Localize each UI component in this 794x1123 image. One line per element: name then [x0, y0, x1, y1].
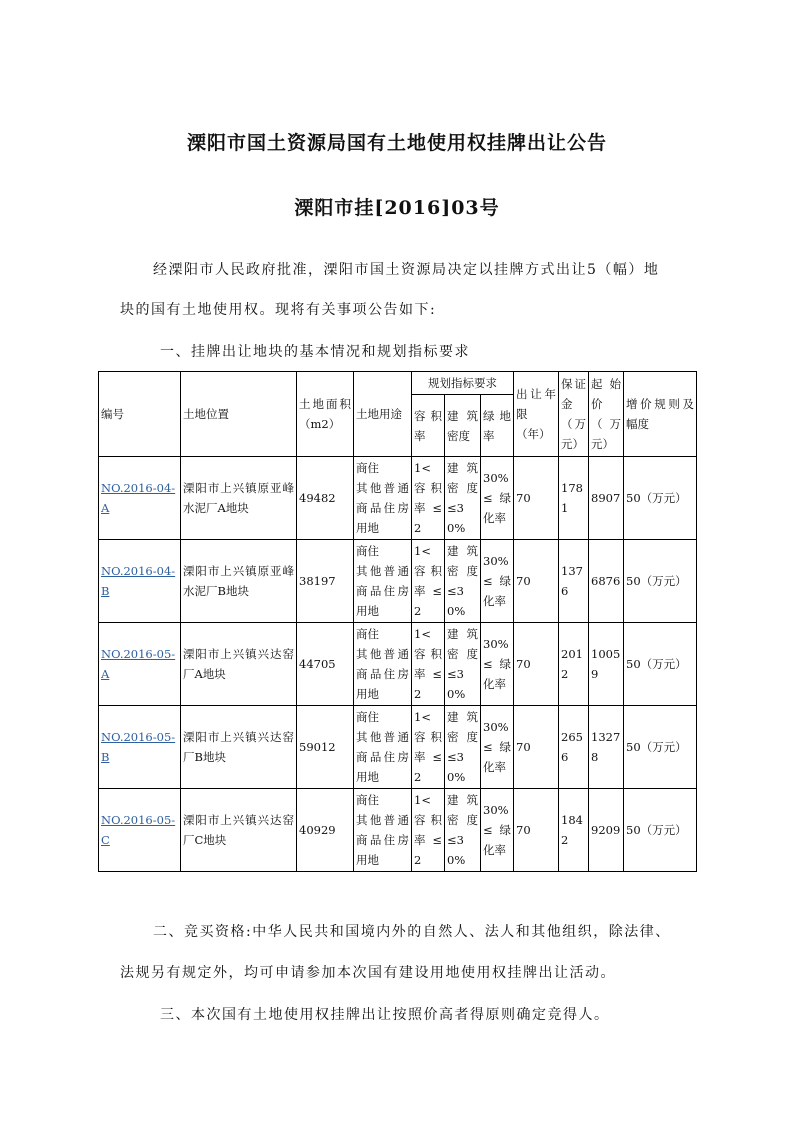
announcement-title: 溧阳市国土资源局国有土地使用权挂牌出让公告 [186, 132, 607, 154]
parcel-use-primary: 商住 [356, 793, 379, 807]
parcel-density: 建筑密度≤30% [445, 789, 481, 872]
parcel-deposit: 2656 [559, 706, 589, 789]
parcel-increment: 50（万元） [624, 457, 697, 540]
header-increment: 增价规则及幅度 [624, 372, 697, 457]
table-row [99, 457, 697, 540]
parcel-use-primary: 商住 [356, 461, 379, 475]
parcel-area: 49482 [297, 457, 354, 540]
parcel-far: 1<容积率≤2 [412, 457, 445, 540]
parcel-density: 建筑密度≤30% [445, 623, 481, 706]
parcel-term: 70 [514, 623, 559, 706]
parcel-increment: 50（万元） [624, 789, 697, 872]
parcel-use-primary: 商住 [356, 710, 379, 724]
parcel-far: 1<容积率≤2 [412, 540, 445, 623]
parcel-code-link[interactable]: NO.2016-04-A [101, 481, 176, 515]
parcel-location: 溧阳市上兴镇原亚峰水泥厂A地块 [181, 457, 297, 540]
parcel-use [354, 623, 412, 706]
parcel-use [354, 457, 412, 540]
parcel-location: 溧阳市上兴镇兴达窑厂B地块 [181, 706, 297, 789]
parcel-term: 70 [514, 789, 559, 872]
parcel-area: 59012 [297, 706, 354, 789]
section-1-heading: 一、挂牌出让地块的基本情况和规划指标要求 [160, 344, 470, 360]
parcel-location: 溧阳市上兴镇兴达窑厂C地块 [181, 789, 297, 872]
parcel-code-cell [99, 706, 181, 789]
parcel-code-link[interactable]: NO.2016-05-C [101, 813, 176, 847]
section-3-text: 三、本次国有土地使用权挂牌出让按照价高者得原则确定竞得人。 [160, 1007, 610, 1023]
parcel-use [354, 789, 412, 872]
parcel-increment: 50（万元） [624, 623, 697, 706]
parcel-density: 建筑密度≤30% [445, 540, 481, 623]
section-2-line-1: 二、竞买资格:中华人民共和国境内外的自然人、法人和其他组织，除法律、 [153, 924, 671, 940]
parcel-use-secondary: 其他普通商品住房用地 [356, 730, 409, 784]
parcel-green: 30%≤绿化率 [481, 789, 514, 872]
parcel-term: 70 [514, 457, 559, 540]
parcel-code-cell [99, 623, 181, 706]
parcel-use [354, 706, 412, 789]
document-number: 溧阳市挂[2016]03号 [294, 197, 500, 219]
header-start-price: 起始价（万元） [589, 372, 624, 457]
parcel-code-link[interactable]: NO.2016-04-B [101, 564, 176, 598]
parcel-use-secondary: 其他普通商品住房用地 [356, 481, 409, 535]
land-parcel-table [98, 371, 697, 872]
table-row [99, 623, 697, 706]
parcel-use-secondary: 其他普通商品住房用地 [356, 564, 409, 618]
header-term: 出让年限（年） [514, 372, 559, 457]
parcel-location: 溧阳市上兴镇原亚峰水泥厂B地块 [181, 540, 297, 623]
parcel-term: 70 [514, 540, 559, 623]
parcel-use-secondary: 其他普通商品住房用地 [356, 647, 409, 701]
parcel-density: 建筑密度≤30% [445, 706, 481, 789]
parcel-deposit: 2012 [559, 623, 589, 706]
intro-line-2: 块的国有土地使用权。现将有关事项公告如下: [120, 302, 437, 318]
header-far: 容积率 [412, 395, 445, 457]
parcel-start-price: 13278 [589, 706, 624, 789]
parcel-use-primary: 商住 [356, 627, 379, 641]
parcel-term: 70 [514, 706, 559, 789]
table-header-row [99, 372, 697, 395]
parcel-green: 30%≤绿化率 [481, 457, 514, 540]
parcel-start-price: 6876 [589, 540, 624, 623]
parcel-far: 1<容积率≤2 [412, 623, 445, 706]
table-row [99, 706, 697, 789]
parcel-code-cell [99, 789, 181, 872]
table-row [99, 540, 697, 623]
section-2-line-2: 法规另有规定外，均可申请参加本次国有建设用地使用权挂牌出让活动。 [120, 965, 616, 981]
header-code: 编号 [99, 372, 181, 457]
header-green: 绿地率 [481, 395, 514, 457]
parcel-area: 44705 [297, 623, 354, 706]
parcel-code-cell [99, 540, 181, 623]
parcel-area: 40929 [297, 789, 354, 872]
parcel-far: 1<容积率≤2 [412, 706, 445, 789]
header-area: 土地面积（m2） [297, 372, 354, 457]
parcel-green: 30%≤绿化率 [481, 623, 514, 706]
parcel-code-cell [99, 457, 181, 540]
table-row [99, 789, 697, 872]
parcel-density: 建筑密度≤30% [445, 457, 481, 540]
parcel-far: 1<容积率≤2 [412, 789, 445, 872]
parcel-increment: 50（万元） [624, 706, 697, 789]
parcel-use [354, 540, 412, 623]
parcel-green: 30%≤绿化率 [481, 540, 514, 623]
parcel-area: 38197 [297, 540, 354, 623]
header-location: 土地位置 [181, 372, 297, 457]
header-planning: 规划指标要求 [412, 372, 514, 395]
parcel-use-secondary: 其他普通商品住房用地 [356, 813, 409, 867]
parcel-code-link[interactable]: NO.2016-05-B [101, 730, 176, 764]
parcel-start-price: 9209 [589, 789, 624, 872]
parcel-increment: 50（万元） [624, 540, 697, 623]
parcel-code-link[interactable]: NO.2016-05-A [101, 647, 176, 681]
header-deposit: 保证金（万元） [559, 372, 589, 457]
parcel-location: 溧阳市上兴镇兴达窑厂A地块 [181, 623, 297, 706]
parcel-deposit: 1376 [559, 540, 589, 623]
parcel-start-price: 8907 [589, 457, 624, 540]
parcel-green: 30%≤绿化率 [481, 706, 514, 789]
header-use: 土地用途 [354, 372, 412, 457]
parcel-deposit: 1842 [559, 789, 589, 872]
header-density: 建筑密度 [445, 395, 481, 457]
intro-line-1: 经溧阳市人民政府批准，溧阳市国土资源局决定以挂牌方式出让5（幅）地 [153, 262, 660, 278]
parcel-deposit: 1781 [559, 457, 589, 540]
parcel-start-price: 10059 [589, 623, 624, 706]
parcel-use-primary: 商住 [356, 544, 379, 558]
